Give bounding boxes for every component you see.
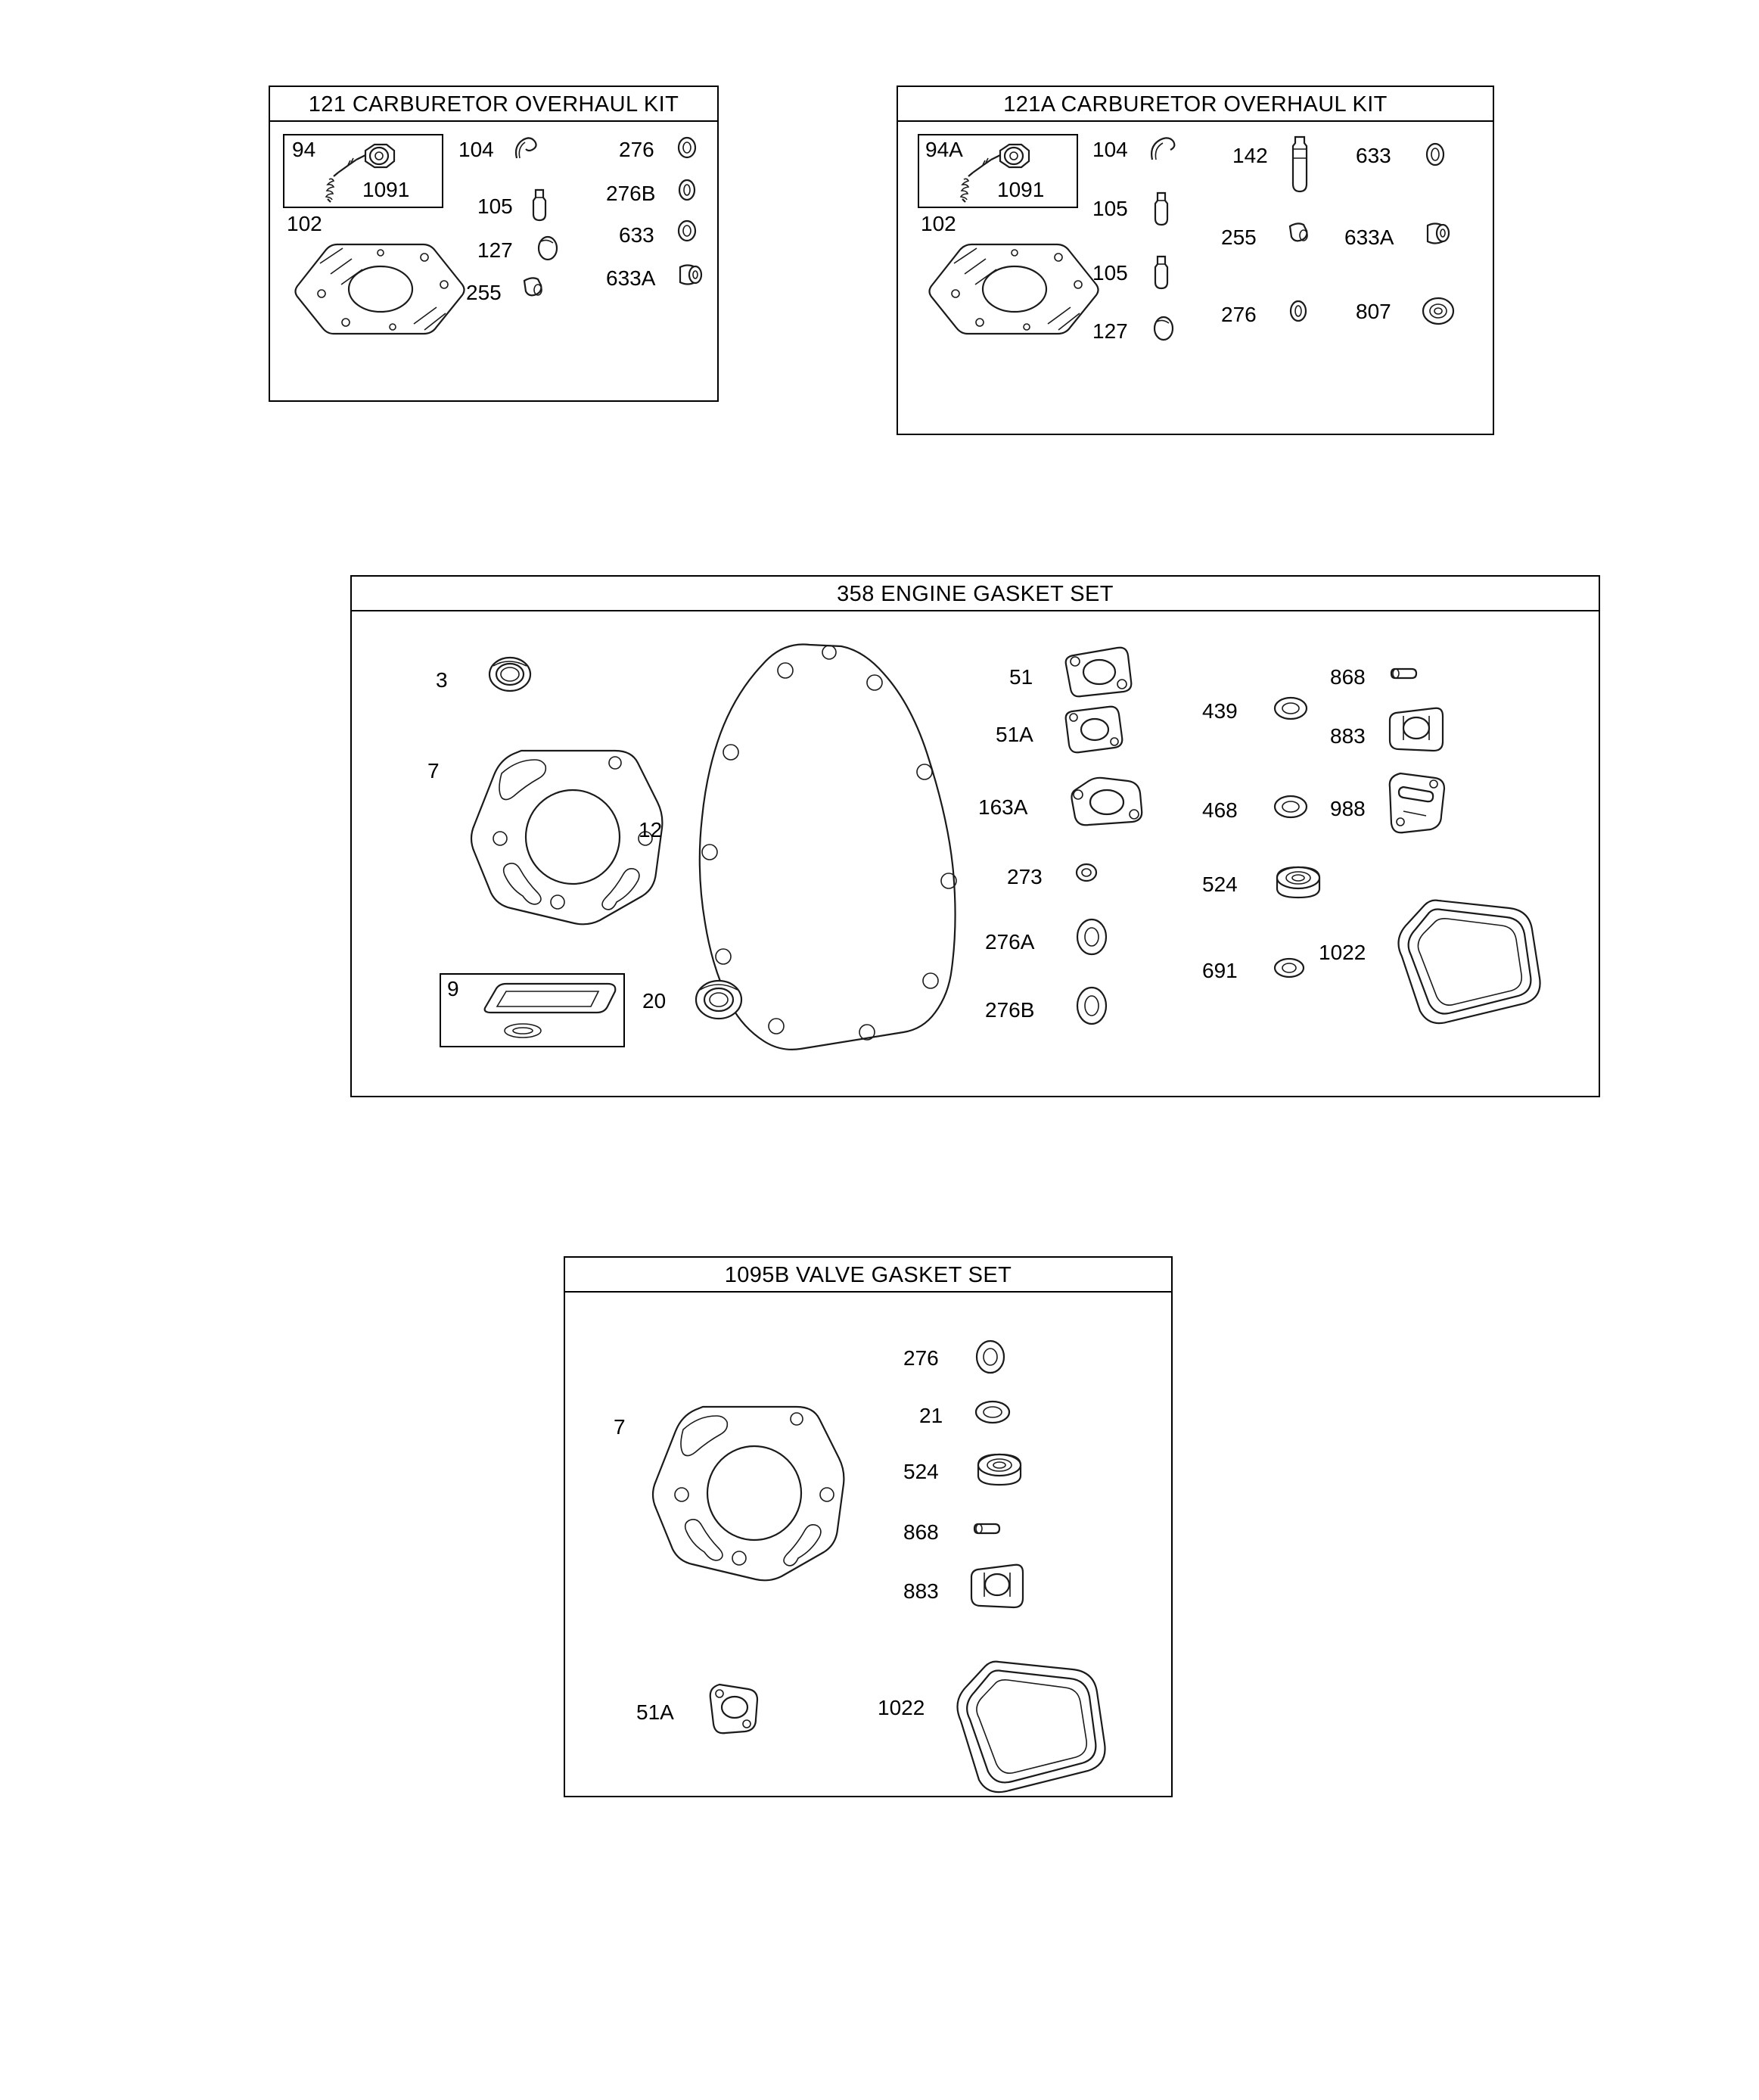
- callout-883: 883: [1330, 724, 1366, 748]
- part-988-gasket: [1385, 769, 1449, 835]
- part-51-intake-gasket: [1061, 645, 1134, 699]
- part-633A-bushing: [674, 261, 706, 290]
- callout-633A: 633A: [606, 266, 656, 290]
- panel-carburetor-overhaul-kit-121a: [897, 86, 1494, 435]
- callout-3: 3: [436, 668, 448, 692]
- callout-988: 988: [1330, 797, 1366, 820]
- part-276-seal-c: [972, 1338, 1010, 1377]
- callout-633-b: 633: [1356, 144, 1391, 167]
- part-807-grommet: [1419, 293, 1461, 331]
- callout-1022-b: 1022: [878, 1696, 925, 1719]
- part-21-seal: [972, 1397, 1015, 1429]
- callout-691: 691: [1202, 959, 1238, 982]
- callout-127: 127: [477, 238, 513, 262]
- callout-142: 142: [1232, 144, 1268, 167]
- callout-21: 21: [919, 1404, 943, 1427]
- part-524-seal: [1271, 861, 1325, 904]
- callout-633A-b: 633A: [1344, 226, 1394, 249]
- callout-163A: 163A: [978, 795, 1028, 819]
- part-9-breather-gasket: [480, 976, 624, 1046]
- part-276-seal-b: [1285, 299, 1314, 325]
- callout-9: 9: [447, 977, 459, 1000]
- callout-20: 20: [642, 989, 667, 1013]
- callout-276-b: 276: [1221, 303, 1257, 326]
- panel-valve-gasket-set-1095b: [564, 1256, 1173, 1797]
- part-20-oil-seal: [689, 973, 750, 1026]
- part-142-float-pin: [1288, 132, 1314, 198]
- callout-1091-b: 1091: [997, 178, 1045, 201]
- part-276B-seal: [674, 178, 703, 204]
- part-276A-seal: [1072, 917, 1113, 958]
- part-163A-gasket: [1066, 776, 1145, 829]
- part-51A-gasket: [1061, 704, 1127, 755]
- callout-104: 104: [458, 138, 494, 161]
- callout-1091: 1091: [362, 178, 410, 201]
- panel-title-1095b: 1095B VALVE GASKET SET: [565, 1258, 1171, 1293]
- part-127-plug: [533, 234, 564, 264]
- callout-868-b: 868: [903, 1520, 939, 1544]
- callout-633: 633: [619, 223, 654, 247]
- callout-104-b: 104: [1092, 138, 1128, 161]
- callout-94A: 94A: [925, 138, 963, 161]
- callout-102: 102: [287, 212, 322, 235]
- callout-105: 105: [477, 194, 513, 218]
- panel-carburetor-overhaul-kit-121: [269, 86, 719, 402]
- callout-868: 868: [1330, 665, 1366, 689]
- part-883-gasket: [1387, 705, 1446, 752]
- callout-7: 7: [427, 759, 440, 782]
- callout-276A: 276A: [985, 930, 1035, 954]
- part-633-seal: [674, 219, 703, 244]
- part-102-gasket-plate: [287, 241, 483, 339]
- part-276-seal: [674, 135, 703, 161]
- callout-12: 12: [639, 818, 663, 842]
- callout-524: 524: [1202, 873, 1238, 896]
- panel-body-121a: [898, 122, 1493, 434]
- callout-127-b: 127: [1092, 319, 1128, 343]
- part-633A-bushing-b: [1422, 219, 1455, 249]
- part-105-float-valve-b: [1149, 254, 1175, 294]
- panel-title-121: 121 CARBURETOR OVERHAUL KIT: [270, 87, 717, 122]
- part-633-seal-b: [1422, 142, 1452, 169]
- part-102-gasket-plate-b: [921, 241, 1117, 339]
- callout-51A-b: 51A: [636, 1700, 674, 1724]
- part-104-clip: [512, 135, 545, 163]
- part-255-plug: [520, 273, 550, 303]
- part-276B-seal-b: [1072, 985, 1113, 1028]
- callout-1022: 1022: [1319, 941, 1366, 964]
- part-3-oil-seal: [483, 651, 539, 699]
- callout-468: 468: [1202, 798, 1238, 822]
- callout-276-c: 276: [903, 1346, 939, 1370]
- part-273-washer: [1072, 858, 1102, 887]
- callout-276: 276: [619, 138, 654, 161]
- part-883-gasket-b: [968, 1562, 1026, 1609]
- panel-title-358: 358 ENGINE GASKET SET: [352, 577, 1599, 611]
- part-439-seal: [1271, 693, 1312, 725]
- part-255-plug-b: [1285, 219, 1316, 249]
- part-868-pin-b: [972, 1517, 1007, 1542]
- callout-276B-b: 276B: [985, 998, 1035, 1022]
- callout-105-b: 105: [1092, 261, 1128, 285]
- callout-524-b: 524: [903, 1460, 939, 1483]
- part-7-head-gasket-b: [648, 1402, 860, 1584]
- callout-51: 51: [1009, 665, 1033, 689]
- callout-273: 273: [1007, 865, 1043, 888]
- callout-105-a: 105: [1092, 197, 1128, 220]
- part-127-plug-b: [1149, 314, 1179, 344]
- part-1022-valve-cover-gasket-b: [955, 1654, 1114, 1798]
- panel-body-358: [352, 611, 1599, 1096]
- panel-engine-gasket-set-358: [350, 575, 1600, 1097]
- panel-title-121a: 121A CARBURETOR OVERHAUL KIT: [898, 87, 1493, 122]
- callout-94: 94: [292, 138, 316, 161]
- callout-51A: 51A: [996, 723, 1033, 746]
- part-1022-valve-cover-gasket: [1396, 893, 1547, 1029]
- part-105-float-valve: [527, 187, 553, 226]
- callout-255-b: 255: [1221, 226, 1257, 249]
- callout-883-b: 883: [903, 1579, 939, 1603]
- callout-276B: 276B: [606, 182, 656, 205]
- part-94A-needle-valve: [955, 135, 1053, 205]
- panel-body-1095b: [565, 1293, 1171, 1796]
- callout-7-b: 7: [614, 1415, 626, 1439]
- part-104-clip-b: [1148, 135, 1183, 164]
- callout-255: 255: [466, 281, 502, 304]
- callout-102-b: 102: [921, 212, 956, 235]
- callout-807: 807: [1356, 300, 1391, 323]
- panel-body-121: [270, 122, 717, 400]
- part-51A-gasket-b: [703, 1680, 768, 1734]
- part-94-needle-valve: [320, 135, 418, 205]
- callout-439: 439: [1202, 699, 1238, 723]
- part-468-seal: [1271, 792, 1312, 823]
- part-691-washer: [1271, 954, 1309, 984]
- part-868-pin: [1389, 661, 1422, 687]
- part-524-seal-b: [972, 1448, 1027, 1492]
- part-105-float-valve-a: [1149, 190, 1175, 231]
